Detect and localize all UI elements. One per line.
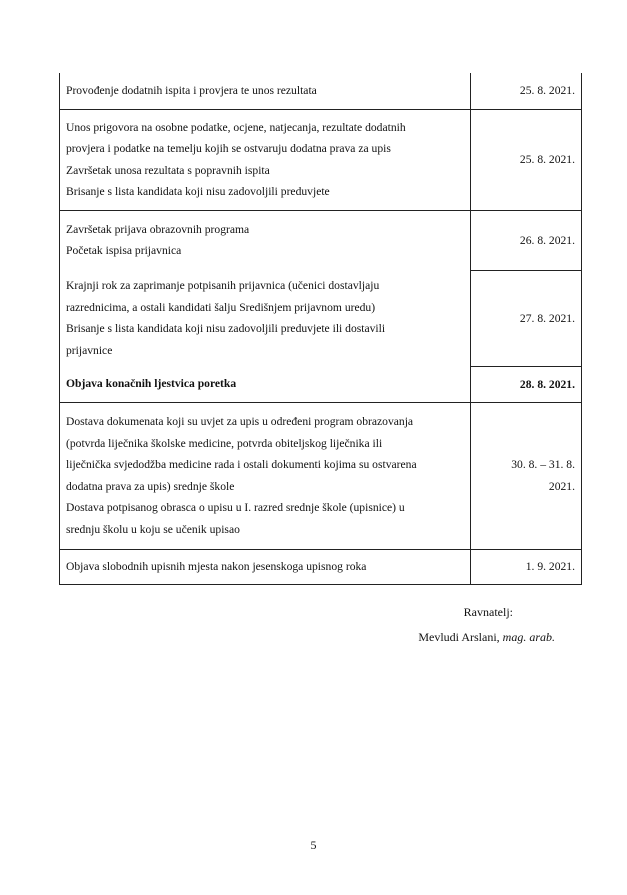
row-description <box>60 549 471 584</box>
table-row <box>60 109 582 210</box>
row-text: Brisanje s lista kandidata koji nisu zadovoljili preduvjete ili dostavili <box>66 322 386 335</box>
signature-block <box>418 600 555 650</box>
row-description <box>60 366 471 402</box>
row-text: provjera i podatke na temelju kojih se ostvaruju dodatna prava za upis <box>66 142 391 155</box>
row-description <box>60 270 471 366</box>
row-date: 1. 9. 2021. <box>471 549 582 584</box>
table-row <box>60 366 582 402</box>
row-text: Provođenje dodatnih ispita i provjera te unos rezultata <box>66 84 317 97</box>
row-text: Početak ispisa prijavnica <box>66 244 182 258</box>
signature-name-line <box>418 625 555 650</box>
row-description <box>60 109 471 210</box>
row-text: Krajnji rok za zaprimanje potpisanih prijavnica (učenici dostavljaju <box>66 279 380 292</box>
row-description <box>60 210 471 270</box>
row-text: prijavnice <box>66 343 113 357</box>
row-date: 28. 8. 2021. <box>471 366 582 402</box>
signature-degree: mag. arab. <box>502 630 555 644</box>
row-date-line: 2021. <box>548 479 575 493</box>
table-row <box>60 549 582 584</box>
row-text: Završetak prijava obrazovnih programa <box>66 222 250 236</box>
table-row <box>60 73 582 109</box>
row-date <box>471 402 582 549</box>
row-text: liječnička svjedodžba medicine rada i ostali dokumenti kojima su ostvarena <box>66 458 417 471</box>
table-row <box>60 210 582 270</box>
signature-title: Ravnatelj: <box>463 605 513 619</box>
enrollment-schedule-table <box>59 73 582 585</box>
row-text: (potvrda liječnika školske medicine, potvrda obiteljskog liječnika ili <box>66 436 383 450</box>
row-text: Brisanje s lista kandidata koji nisu zadovoljili preduvjete <box>66 185 330 198</box>
row-date: 26. 8. 2021. <box>471 210 582 270</box>
row-text: Objava konačnih ljestvica poretka <box>66 377 237 390</box>
row-date: 25. 8. 2021. <box>471 73 582 109</box>
table-row <box>60 402 582 549</box>
row-text: Unos prigovora na osobne podatke, ocjene, natjecanja, rezultate dodatnih <box>66 120 406 134</box>
page-number: 5 <box>310 838 317 852</box>
table-row <box>60 270 582 366</box>
row-text: Objava slobodnih upisnih mjesta nakon jesenskoga upisnog roka <box>66 559 367 573</box>
row-description <box>60 73 471 109</box>
row-text: Završetak unosa rezultata s popravnih ispita <box>66 163 270 177</box>
row-date: 25. 8. 2021. <box>471 109 582 210</box>
row-text: Dostava potpisanog obrasca o upisu u I. razred srednje škole (upisnice) u <box>66 501 405 514</box>
row-text: srednju školu u koju se učenik upisao <box>66 522 240 536</box>
row-text: Dostava dokumenata koji su uvjet za upis u određeni program obrazovanja <box>66 415 414 428</box>
row-description <box>60 402 471 549</box>
row-text: dodatna prava za upis) srednje škole <box>66 479 235 493</box>
signature-name: Mevludi Arslani, <box>418 630 503 644</box>
row-date-line: 30. 8. – 31. 8. <box>511 458 575 471</box>
row-date: 27. 8. 2021. <box>471 270 582 366</box>
row-text: razrednicima, a ostali kandidati šalju Središnjem prijavnom uredu) <box>66 300 376 314</box>
